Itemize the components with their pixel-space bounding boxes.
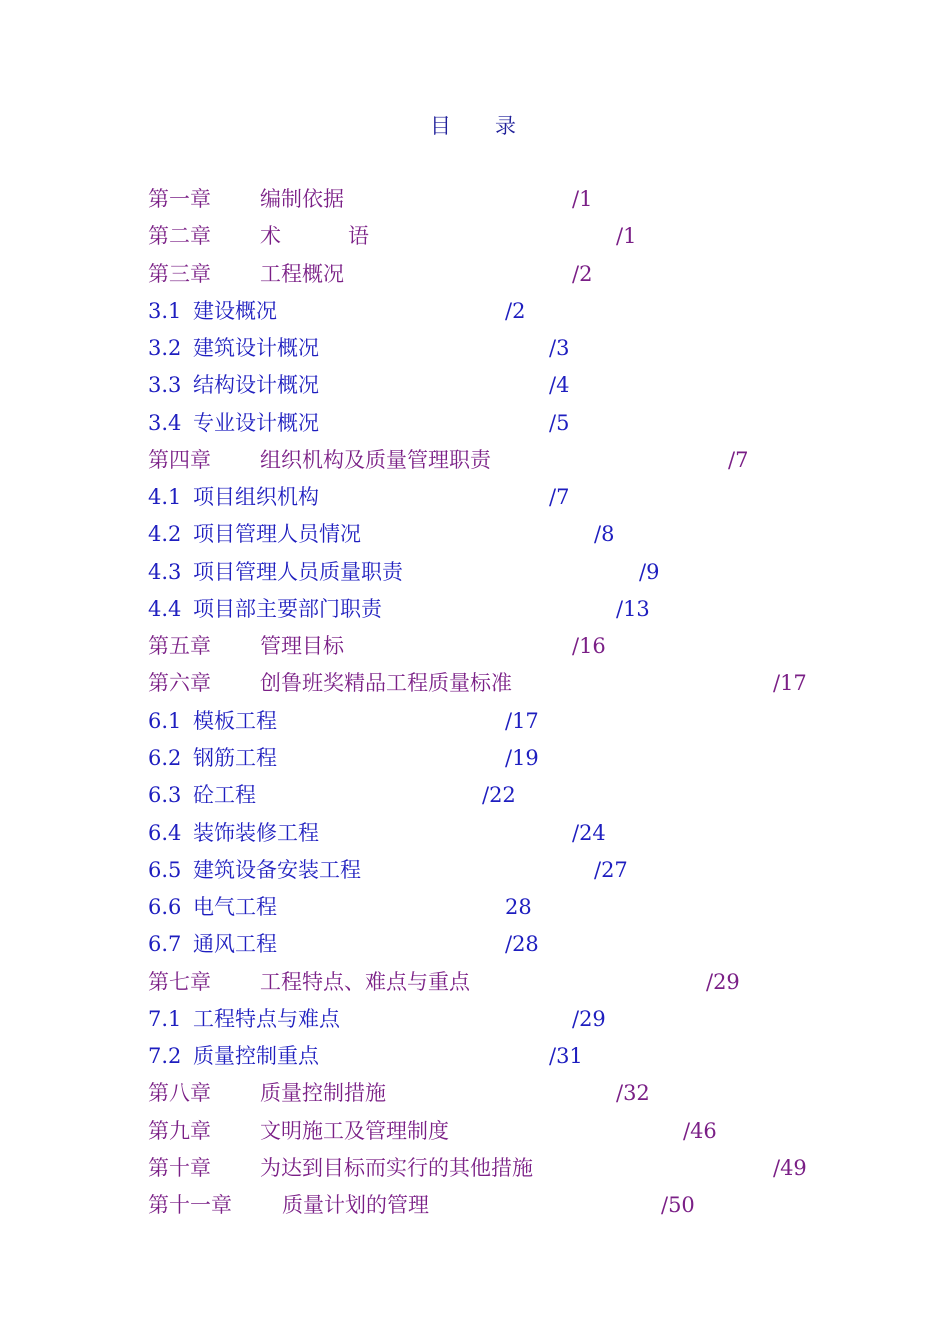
toc-entry-number: 4.4 (148, 596, 182, 621)
toc-entry-number: 3.3 (148, 373, 182, 398)
toc-entry-page: /8 (594, 522, 615, 547)
toc-entry-number: 6.5 (148, 857, 182, 882)
toc-entry-page: /4 (549, 373, 570, 398)
toc-entry-page: /29 (572, 1006, 606, 1031)
toc-entry-title: 建筑设备安装工程 (193, 857, 361, 882)
toc-entry-number: 第六章 (148, 671, 211, 696)
toc-entry-page: /16 (572, 634, 606, 659)
toc-row[interactable] (148, 330, 848, 367)
toc-entry-title: 项目管理人员质量职责 (193, 559, 403, 584)
toc-entry-number: 第三章 (148, 261, 211, 286)
toc-row[interactable] (148, 1113, 848, 1150)
toc-row[interactable] (148, 889, 848, 926)
toc-entry-page: /22 (482, 783, 516, 808)
toc-entry-title: 模板工程 (193, 708, 277, 733)
toc-row[interactable] (148, 628, 848, 665)
toc-entry-title: 工程特点与难点 (193, 1006, 340, 1031)
toc-entry-page: /31 (549, 1044, 583, 1069)
toc-row[interactable] (148, 218, 848, 255)
toc-entry-title: 创鲁班奖精品工程质量标准 (260, 671, 512, 696)
toc-entry-page: /1 (616, 224, 637, 249)
toc-entry-page: /5 (549, 410, 570, 435)
toc-entry-title: 文明施工及管理制度 (260, 1118, 449, 1143)
toc-entry-page: /3 (549, 336, 570, 361)
toc-entry-number: 第四章 (148, 447, 211, 472)
toc-entry-number: 4.3 (148, 559, 182, 584)
toc-entry-title: 电气工程 (193, 895, 277, 920)
toc-row[interactable] (148, 740, 848, 777)
toc-entry-number: 6.6 (148, 895, 182, 920)
toc-entry-title: 通风工程 (193, 932, 277, 957)
toc-entry-page: /24 (572, 820, 606, 845)
toc-entry-title: 质量计划的管理 (282, 1193, 429, 1218)
toc-row[interactable] (148, 665, 848, 702)
toc-entry-number: 第九章 (148, 1118, 211, 1143)
toc-entry-page: /46 (683, 1118, 717, 1143)
toc-entry-title: 项目部主要部门职责 (193, 596, 382, 621)
toc-entry-title: 装饰装修工程 (193, 820, 319, 845)
toc-entry-title: 结构设计概况 (193, 373, 319, 398)
toc-entry-number: 6.2 (148, 745, 182, 770)
toc-entry-page: /27 (594, 857, 628, 882)
toc-row[interactable] (148, 591, 848, 628)
toc-entry-page: 28 (505, 895, 532, 920)
toc-row[interactable] (148, 1038, 848, 1075)
toc-entry-page: /1 (572, 187, 593, 211)
toc-entry-number: 4.2 (148, 522, 182, 547)
toc-entry-number: 6.1 (148, 708, 182, 733)
toc-row[interactable] (148, 554, 848, 591)
toc-entry-number: 7.1 (148, 1006, 182, 1031)
toc-row[interactable] (148, 1187, 848, 1224)
toc-row[interactable] (148, 256, 848, 293)
toc-entry-number: 6.3 (148, 783, 182, 808)
toc-entry-number: 第五章 (148, 634, 211, 659)
toc-entry-title: 语 (348, 224, 369, 249)
toc-entry-page: /19 (505, 745, 539, 770)
toc-entry-number: 3.4 (148, 410, 182, 435)
toc-entry-title: 工程特点、难点与重点 (260, 969, 470, 994)
toc-entry-page: /17 (505, 708, 539, 733)
toc-row[interactable] (148, 181, 848, 218)
toc-entry-page: /17 (773, 671, 807, 696)
toc-entry-number: 第七章 (148, 969, 211, 994)
toc-entry-number: 6.7 (148, 932, 182, 957)
toc-entry-page: /49 (773, 1155, 807, 1180)
toc-entry-title: 术 (260, 224, 281, 249)
toc-entry-number: 3.2 (148, 336, 182, 361)
toc-row[interactable] (148, 777, 848, 814)
toc-entry-page: /7 (549, 485, 570, 510)
toc-entry-title: 钢筋工程 (193, 745, 277, 770)
toc-entry-title: 质量控制重点 (193, 1044, 319, 1069)
toc-row[interactable] (148, 1150, 848, 1187)
toc-row[interactable] (148, 367, 848, 404)
toc-entry-page: /28 (505, 932, 539, 957)
toc-entry-page: /50 (661, 1193, 695, 1218)
toc-entry-page: /32 (616, 1081, 650, 1106)
toc-entry-number: 3.1 (148, 298, 182, 323)
toc-entry-title: 建设概况 (193, 298, 277, 323)
toc-entry-title: 工程概况 (260, 261, 344, 286)
toc-entry-page: /2 (505, 298, 526, 323)
toc-entry-title: 组织机构及质量管理职责 (260, 447, 491, 472)
toc-row[interactable] (148, 926, 848, 963)
page-title: 目录 (430, 114, 560, 138)
toc-entry-number: 第一章 (148, 187, 211, 211)
toc-entry-title: 质量控制措施 (260, 1081, 386, 1106)
toc-entry-number: 第八章 (148, 1081, 211, 1106)
toc-entry-number: 第二章 (148, 224, 211, 249)
toc-row[interactable] (148, 815, 848, 852)
toc-entry-title: 管理目标 (260, 634, 344, 659)
table-of-contents (148, 181, 848, 1224)
toc-entry-page: /13 (616, 596, 650, 621)
toc-entry-title: 编制依据 (260, 187, 344, 211)
toc-row[interactable] (148, 405, 848, 442)
toc-row[interactable] (148, 1001, 848, 1038)
toc-entry-number: 7.2 (148, 1044, 182, 1069)
toc-row[interactable] (148, 516, 848, 553)
toc-entry-title: 为达到目标而实行的其他措施 (260, 1155, 533, 1180)
toc-entry-title: 项目管理人员情况 (193, 522, 361, 547)
toc-entry-page: /9 (639, 559, 660, 584)
toc-row[interactable] (148, 293, 848, 330)
toc-entry-title: 砼工程 (193, 783, 256, 808)
toc-entry-title: 建筑设计概况 (193, 336, 319, 361)
toc-row[interactable] (148, 1075, 848, 1112)
toc-row[interactable] (148, 964, 848, 1001)
toc-entry-number: 第十一章 (148, 1193, 232, 1218)
toc-entry-title: 项目组织机构 (193, 485, 319, 510)
toc-entry-number: 第十章 (148, 1155, 211, 1180)
toc-entry-page: /7 (728, 447, 749, 472)
toc-entry-title: 专业设计概况 (193, 410, 319, 435)
toc-row[interactable] (148, 703, 848, 740)
toc-entry-number: 4.1 (148, 485, 182, 510)
toc-entry-page: /2 (572, 261, 593, 286)
toc-entry-number: 6.4 (148, 820, 182, 845)
toc-row[interactable] (148, 852, 848, 889)
toc-row[interactable] (148, 479, 848, 516)
toc-entry-page: /29 (706, 969, 740, 994)
toc-row[interactable] (148, 442, 848, 479)
